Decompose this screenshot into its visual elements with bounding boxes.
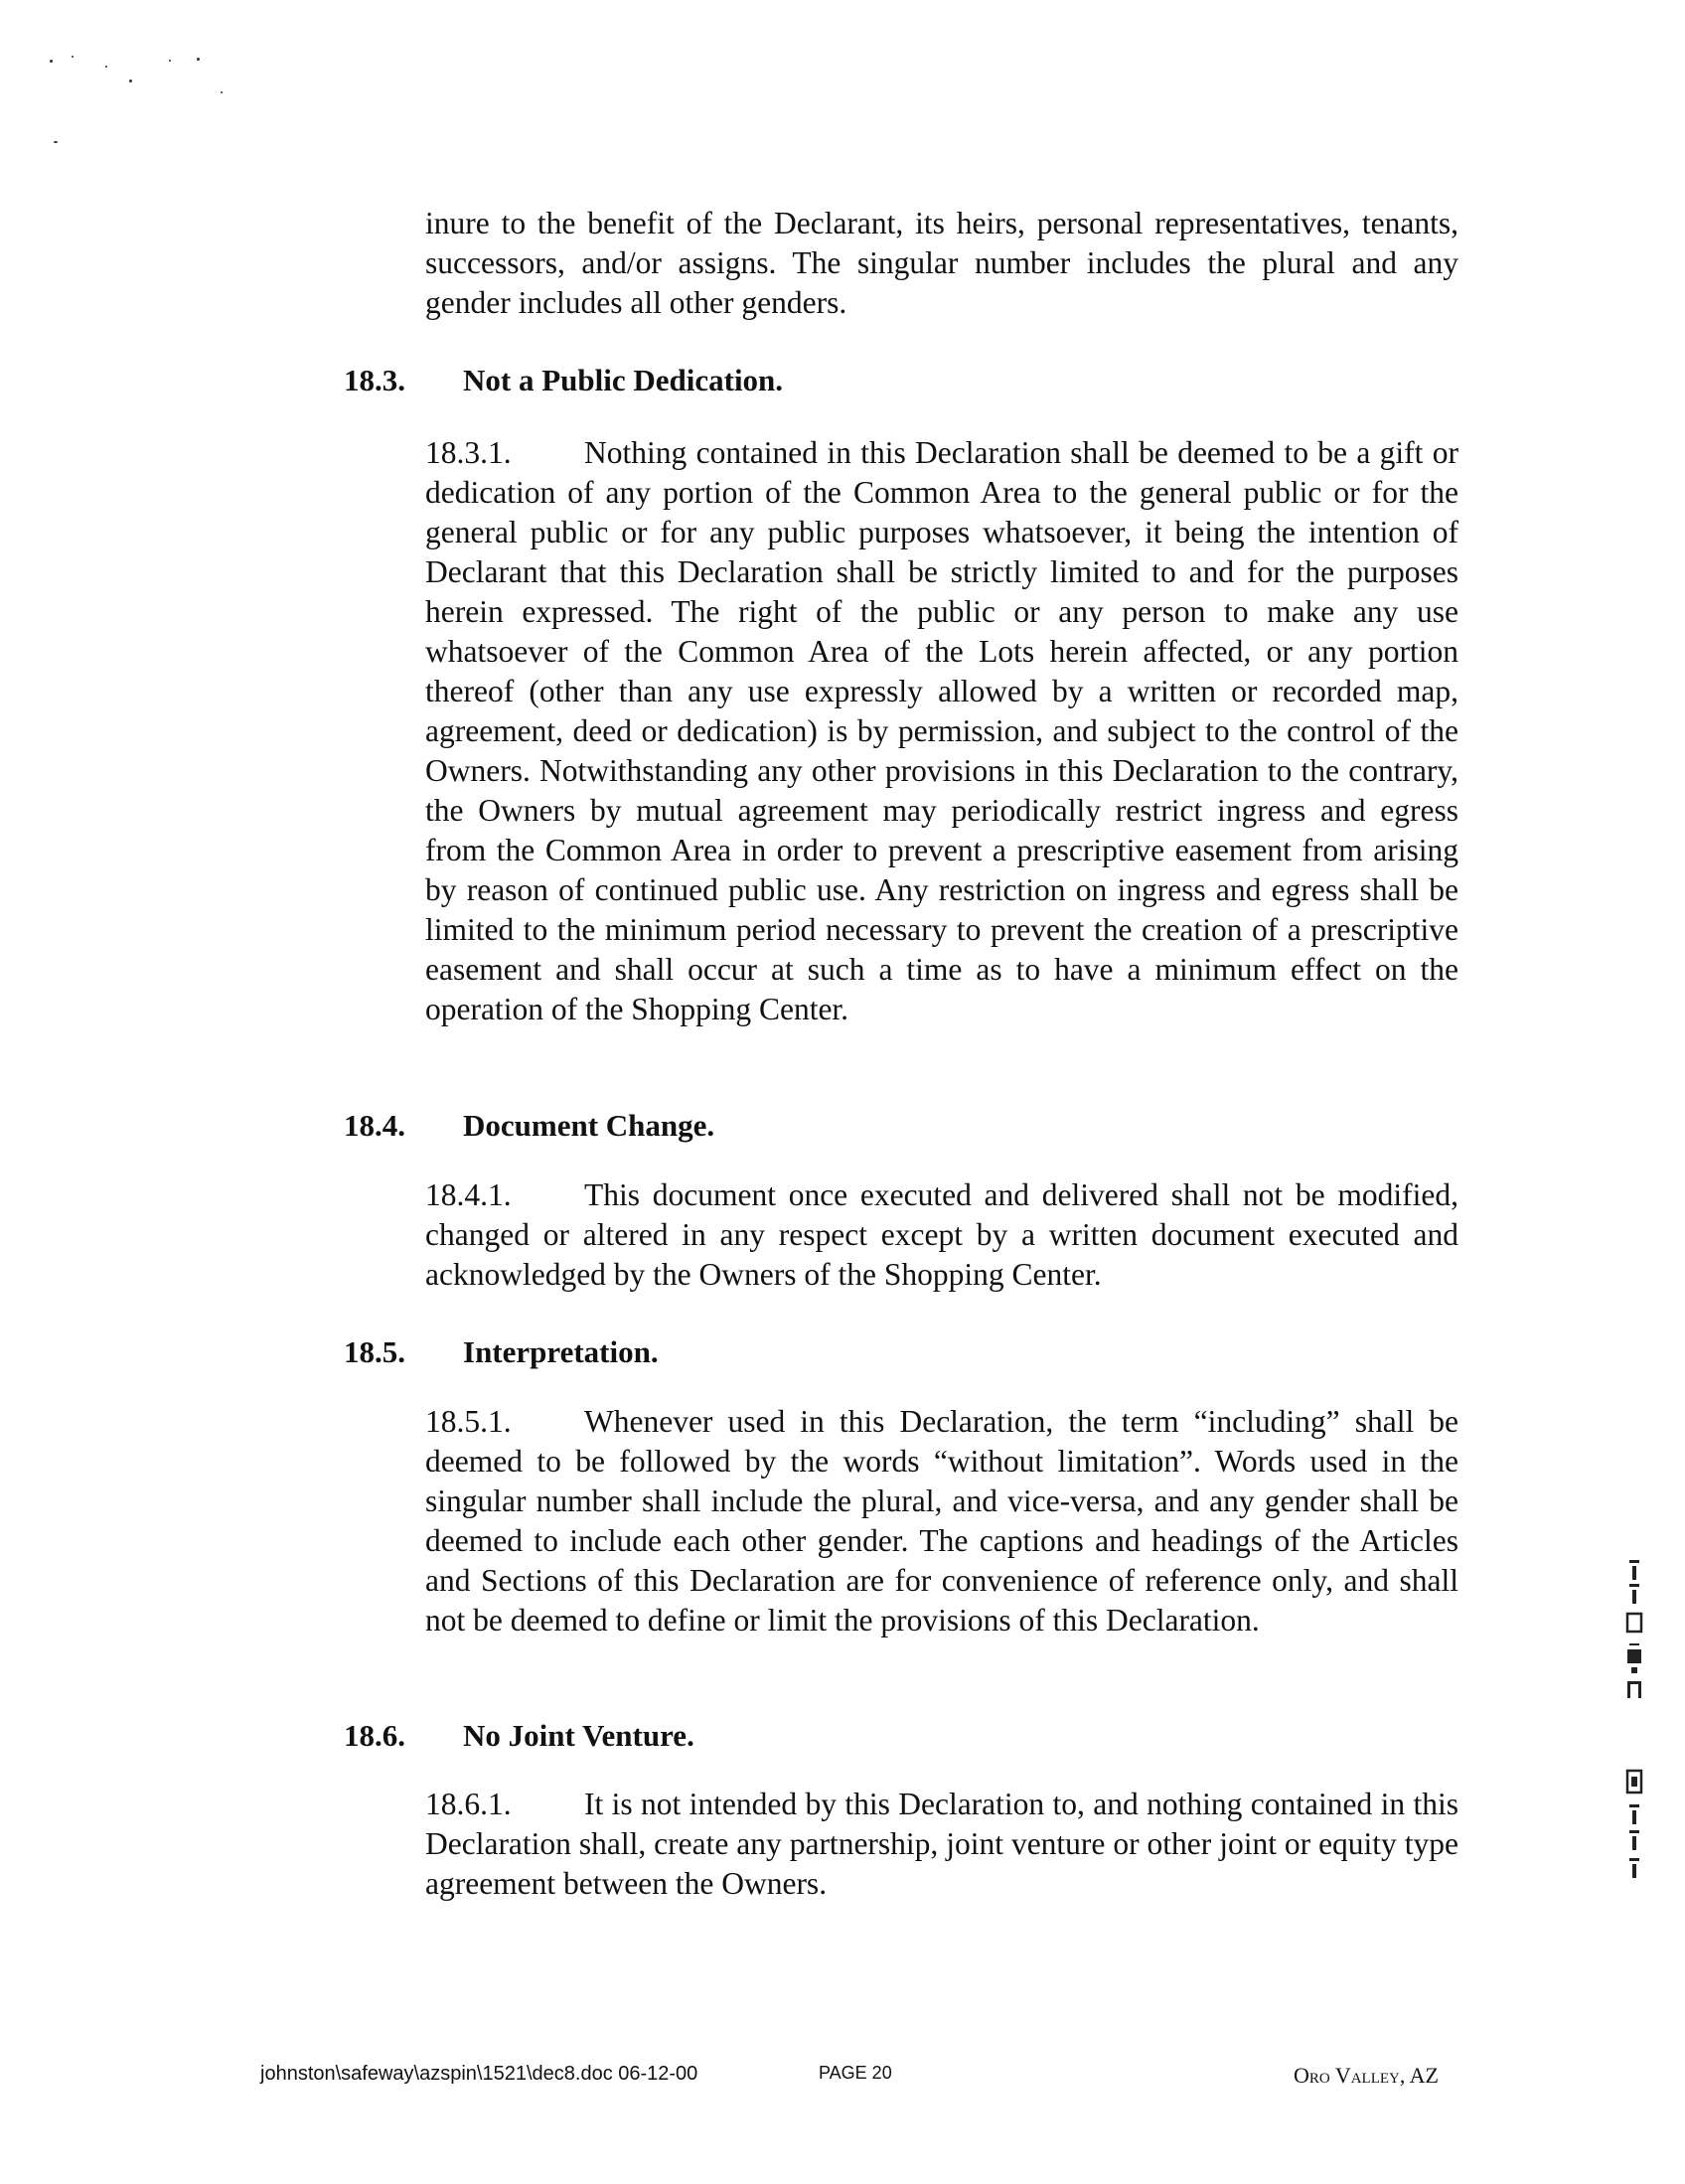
- section-paragraph-18-3-1: [425, 433, 1458, 1029]
- subsection-number: 18.3.1.: [425, 435, 512, 470]
- section-number: 18.6.: [344, 1718, 405, 1753]
- section-paragraph-18-5-1: [425, 1402, 1458, 1640]
- intro-paragraph: inure to the benefit of the Declarant, its heirs, personal representatives, tenants, successors, and/or assigns. The singular number includes the plural and any gender includes all other genders.: [425, 206, 1458, 320]
- subsection-text: It is not intended by this Declaration to, and nothing contained in this Declaration shall, create any partnership, joint venture or other joint or equity type agreement between the Owners.: [425, 1787, 1458, 1901]
- section-title: Document Change.: [463, 1108, 715, 1143]
- scan-speck: [169, 60, 171, 62]
- subsection-number: 18.5.1.: [425, 1404, 512, 1439]
- scan-speck: [54, 141, 58, 143]
- section-number: 18.4.: [344, 1108, 405, 1143]
- section-paragraph-18-4-1: [425, 1175, 1458, 1295]
- scan-speck: [50, 60, 53, 63]
- section-heading-18-5: [344, 1334, 659, 1370]
- subsection-number: 18.4.1.: [425, 1177, 512, 1212]
- section-paragraph-18-6-1: [425, 1785, 1458, 1904]
- scan-speck: [72, 56, 74, 58]
- scan-speck: [221, 91, 223, 93]
- section-title: No Joint Venture.: [463, 1718, 694, 1753]
- footer-file-path: johnston\safeway\azspin\1521\dec8.doc 06-12-00: [260, 2063, 698, 2085]
- section-number: 18.3.: [344, 363, 405, 397]
- section-title: Not a Public Dedication.: [463, 363, 784, 397]
- section-heading-18-6: [344, 1718, 694, 1754]
- subsection-text: Nothing contained in this Declaration shall be deemed to be a gift or dedication of any portion of the Common Area to the general public or for the general public or for any public purposes whatsoever, it being the intention of Declarant that this Declaration shall be strictly limited to and for the purposes herein expressed. The right of the public or any person to make any use whatsoever of the Common Area of the Lots herein affected, or any portion thereof (other than any use expressly allowed by a written or recorded map, agreement, deed or dedication) is by permission, and subject to the control of the Owners. Notwithstanding any other provisions in this Declaration to the contrary, the Owners by mutual agreement may periodically restrict ingress and egress from the Common Area in order to prevent a prescriptive easement from arising by reason of continued public use. Any restriction on ingress and egress shall be limited to the minimum period necessary to prevent the creation of a prescriptive easement and shall occur at such a time as to have a minimum effect on the operation of the Shopping Center.: [425, 435, 1458, 1026]
- footer-page-number: PAGE 20: [819, 2063, 892, 2083]
- scan-speck: [197, 58, 200, 61]
- section-heading-18-4: [344, 1108, 714, 1144]
- recording-stamp-icon: [1621, 1560, 1647, 1908]
- section-heading-18-3: [344, 363, 783, 398]
- section-title: Interpretation.: [463, 1334, 659, 1369]
- footer-location: Oro Valley, AZ: [1294, 2063, 1439, 2088]
- section-number: 18.5.: [344, 1334, 405, 1369]
- subsection-text: This document once executed and delivered shall not be modified, changed or altered in any respect except by a written document executed and acknowledged by the Owners of the Shopping Center.: [425, 1177, 1458, 1292]
- subsection-number: 18.6.1.: [425, 1787, 512, 1821]
- scan-speck: [129, 79, 132, 82]
- subsection-text: Whenever used in this Declaration, the term “including” shall be deemed to be followed by the words “without limitation”. Words used in the singular number shall include the plural, and vice-versa, and any gender shall be deemed to include each other gender. The captions and headings of the Articles and Sections of this Declaration are for convenience of reference only, and shall not be deemed to define or limit the provisions of this Declaration.: [425, 1404, 1458, 1638]
- scan-speck: [105, 66, 107, 68]
